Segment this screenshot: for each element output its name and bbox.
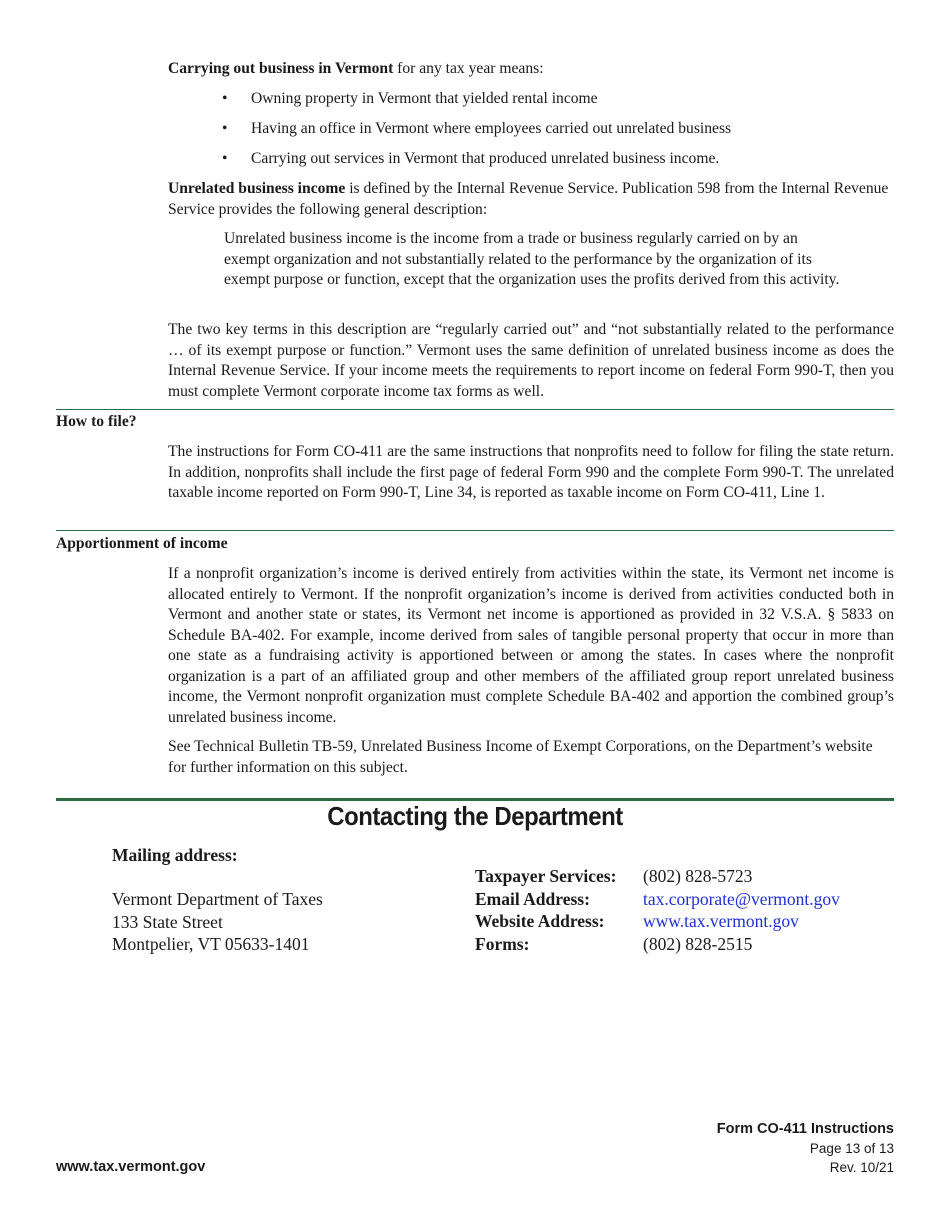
contact-labels: [475, 865, 616, 955]
ubi-term: Unrelated business income: [168, 180, 346, 197]
address-line: Montpelier, VT 05633-1401: [112, 934, 310, 954]
footer-form-title: Form CO-411 Instructions: [716, 1121, 894, 1137]
address-line: 133 State Street: [112, 911, 223, 932]
definition-rest: for any tax year means:: [393, 60, 544, 77]
bullet-marker: •: [222, 120, 228, 137]
contact-title: Contacting the Department: [327, 801, 623, 831]
footer-website: www.tax.vermont.gov: [56, 1159, 206, 1175]
ubi-paragraph: [168, 179, 894, 220]
definition-term: Carrying out business in Vermont: [168, 60, 394, 77]
key-terms-paragraph: The two key terms in this description are “regularly carried out” and “not substantially related to the performance … of its exempt purpose or function.” Vermont uses the same definition of unrelated business income as does the Internal Revenue Service. If your income meets the requirements to report income on federal Form 990-T, then you must complete Vermont corporate income tax forms as well.: [168, 321, 894, 400]
bullet-marker: •: [222, 90, 228, 107]
website-label: Website Address:: [475, 911, 605, 931]
how-to-file-body: The instructions for Form CO-411 are the same instructions that nonprofits need to follow for filing the state return. In addition, nonprofits shall include the first page of federal Form 990 and the complete Form 990-T. The unrelated taxable income reported on Form 990-T, Line 34, is reported as taxable income on Form CO-411, Line 1.: [168, 443, 894, 501]
footer-page: Page 13 of 13: [809, 1141, 894, 1156]
bullet-item: Having an office in Vermont where employees carried out unrelated business: [251, 120, 732, 137]
footer-form-info: [717, 1120, 894, 1177]
apportionment-body: If a nonprofit organization’s income is derived entirely from activities within the state, its Vermont net income is allocated entirely to Vermont. If the nonprofit organization’s income is derived from activities conducted both in Vermont and another state or states, its Vermont net income is apportioned as provided in 32 V.S.A. § 5833 on Schedule BA-402. For example, income derived from sales of tangible personal property that occur in more than one state as a fundraising activity is apportioned between or among the states. In cases where the nonprofit organization is a part of an affiliated group and other members of the affiliated group report unrelated business income, the Vermont nonprofit organization must complete Schedule BA-402 and apportion the combined group’s unrelated business income.: [168, 565, 894, 726]
website-link[interactable]: www.tax.vermont.gov: [643, 911, 799, 931]
bullet-item: Owning property in Vermont that yielded rental income: [251, 90, 598, 107]
taxpayer-services-label: Taxpayer Services:: [475, 866, 617, 886]
business-definition: [168, 59, 894, 80]
how-to-file-heading: How to file?: [56, 413, 137, 430]
email-label: Email Address:: [475, 888, 590, 909]
ubi-quote: Unrelated business income is the income from a trade or business regularly carried on by an exempt organization and not substantially related to the performance by the organization of its exempt purpose or function, except that the organization uses the profits derived from this activity.: [224, 230, 840, 288]
ubi-rest: is defined by the Internal Revenue Service. Publication 598 from the Internal Revenue Service provides the following general description:: [168, 180, 889, 218]
address-line: Vermont Department of Taxes: [112, 889, 323, 909]
bullet-marker: •: [222, 150, 228, 167]
section-divider: [56, 530, 894, 531]
contact-values: [643, 865, 840, 955]
email-link[interactable]: tax.corporate@vermont.gov: [643, 888, 840, 909]
forms-phone: (802) 828-2515: [643, 933, 753, 954]
mailing-label: Mailing address:: [112, 845, 238, 865]
footer-revision: Rev. 10/21: [829, 1160, 894, 1175]
apportionment-heading: Apportionment of income: [56, 535, 228, 552]
see-also-paragraph: See Technical Bulletin TB-59, Unrelated Business Income of Exempt Corporations, on the Department’s website for further information on this subject.: [168, 738, 873, 776]
mailing-address: [112, 888, 323, 956]
bullet-item: Carrying out services in Vermont that produced unrelated business income.: [251, 150, 720, 167]
taxpayer-services-phone: (802) 828-5723: [643, 866, 753, 886]
forms-label: Forms:: [475, 933, 530, 954]
section-divider: [56, 409, 894, 410]
